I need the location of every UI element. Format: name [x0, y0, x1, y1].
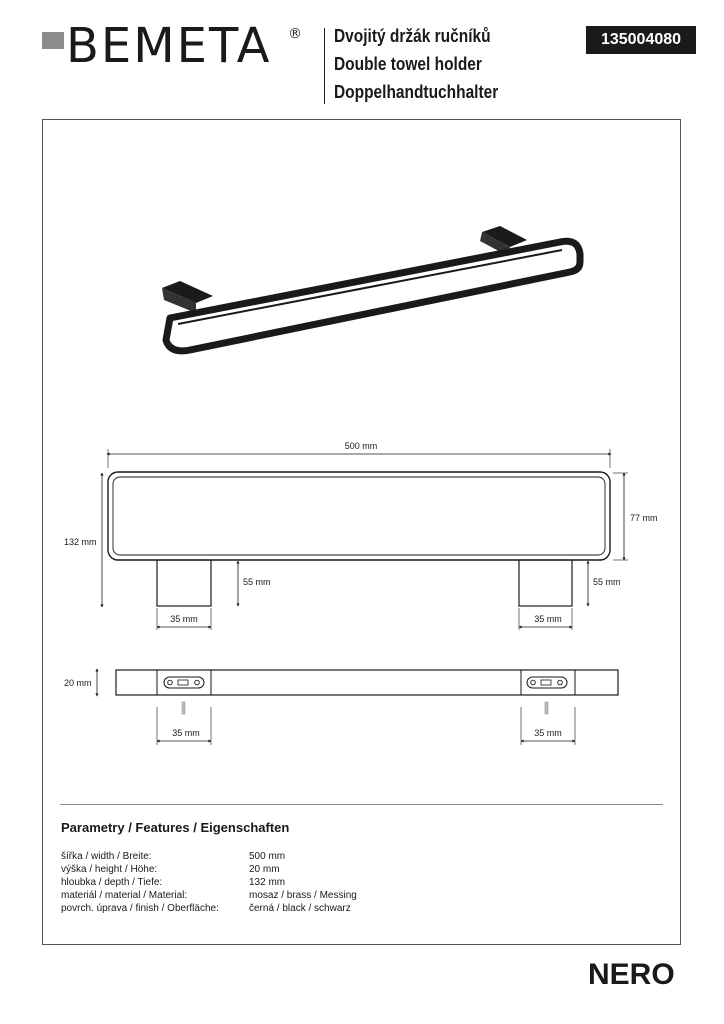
- features-table: [61, 850, 357, 915]
- feature-row: [61, 902, 357, 915]
- title-german: Doppelhandtuchhalter: [334, 82, 499, 102]
- right-post-width-label: 35 mm: [534, 614, 562, 624]
- rail-outer-outline: [108, 472, 610, 560]
- width-label: 500 mm: [344, 441, 378, 451]
- left-post-height-label: 55 mm: [243, 577, 271, 587]
- features-heading: Parametry / Features / Eigenschaften: [61, 820, 290, 835]
- brand-logo: BEMETA: [66, 18, 272, 74]
- left-keyhole-slot: [164, 677, 204, 688]
- feature-value: černá / black / schwarz: [249, 903, 351, 914]
- left-screw: [182, 702, 185, 714]
- right-screw: [545, 702, 548, 714]
- left-post: [157, 560, 211, 606]
- features-separator: [60, 804, 663, 805]
- product-illustration: [162, 226, 580, 351]
- series-name: NERO: [588, 958, 675, 991]
- feature-value: 132 mm: [249, 877, 286, 888]
- feature-label: výška / height / Höhe:: [61, 864, 158, 875]
- rail-depth-label: 77 mm: [630, 513, 658, 523]
- right-post-height-label: 55 mm: [593, 577, 621, 587]
- right-mount-width-label: 35 mm: [534, 728, 562, 738]
- front-bar-outline: [116, 670, 618, 695]
- left-mount-width-label: 35 mm: [172, 728, 200, 738]
- feature-label: povrch. úprava / finish / Oberfläche:: [61, 903, 219, 914]
- left-post-width-label: 35 mm: [170, 614, 198, 624]
- right-keyhole-slot: [527, 677, 567, 688]
- feature-label: materiál / material / Material:: [61, 890, 188, 901]
- feature-row: [61, 863, 357, 876]
- feature-row: [61, 889, 357, 902]
- feature-value: 20 mm: [249, 864, 280, 875]
- rail-inner-outline: [113, 477, 605, 555]
- feature-value: 500 mm: [249, 851, 286, 862]
- feature-label: šířka / width / Breite:: [61, 851, 152, 862]
- feature-value: mosaz / brass / Messing: [249, 890, 357, 901]
- title-english: Double towel holder: [334, 54, 482, 74]
- title-czech: Dvojitý držák ručníků: [334, 26, 491, 46]
- product-code-badge: 135004080: [586, 26, 696, 54]
- top-view: [64, 441, 658, 630]
- feature-row: [61, 850, 357, 863]
- front-view: [64, 670, 618, 745]
- registered-mark: ®: [288, 26, 302, 42]
- right-post: [519, 560, 572, 606]
- depth-label: 132 mm: [64, 537, 97, 547]
- feature-label: hloubka / depth / Tiefe:: [61, 877, 163, 888]
- height-label: 20 mm: [64, 678, 92, 688]
- feature-row: [61, 876, 357, 889]
